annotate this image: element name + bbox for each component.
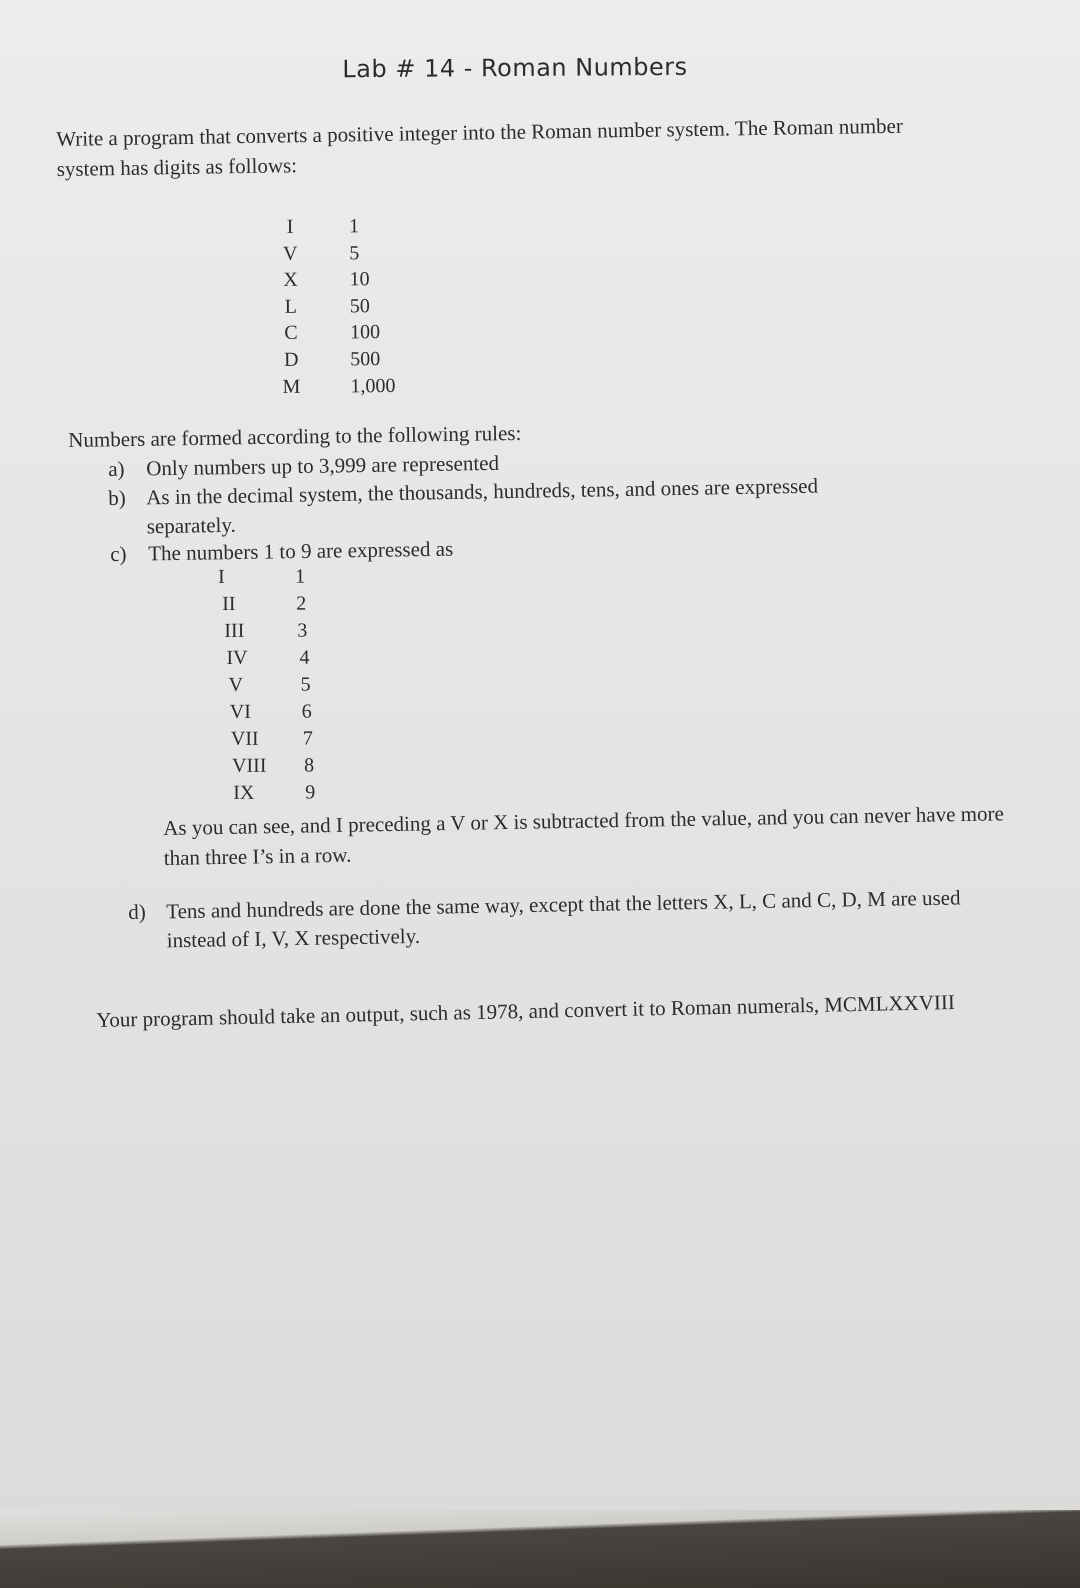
roman-digit-table — [275, 215, 396, 402]
digit-value: 10 — [349, 268, 370, 291]
rule-label: d) — [128, 899, 146, 924]
ones-value: 6 — [301, 700, 312, 723]
ones-value: 1 — [294, 565, 306, 588]
digit-symbol: M — [282, 375, 301, 398]
rule-label: a) — [108, 456, 125, 481]
ones-symbol: IV — [226, 646, 248, 669]
rule-text: As in the decimal system, the thousands, hundreds, tens, and ones are expressed separately. — [146, 473, 819, 539]
ones-symbol: IX — [233, 781, 255, 804]
closing-paragraph: Your program should take an output, such as 1978, and convert it to Roman numerals, MCMLXXVIII — [96, 990, 956, 1032]
digit-symbol: C — [284, 322, 298, 345]
desk-surface — [0, 1510, 1080, 1588]
ones-value: 4 — [299, 646, 310, 669]
ones-value: 3 — [297, 619, 308, 642]
ones-table — [218, 565, 316, 809]
digit-value: 100 — [349, 321, 381, 344]
digit-value: 50 — [349, 294, 370, 318]
digit-symbol: V — [282, 242, 298, 265]
subtraction-note: As you can see, and I preceding a V or X is subtracted from the value, and you can never have more than three I’s in a row. — [163, 801, 1005, 870]
rules-intro: Numbers are formed according to the following rules: — [68, 420, 522, 452]
digit-symbol: X — [283, 268, 298, 292]
page-title: Lab # 14 - Roman Numbers — [342, 52, 688, 84]
rule-text: Only numbers up to 3,999 are represented — [146, 450, 500, 481]
digit-symbol: I — [286, 215, 294, 238]
rule-label: c) — [110, 541, 127, 566]
ones-symbol: VII — [230, 727, 259, 750]
ones-value: 2 — [296, 592, 307, 615]
ones-symbol: II — [222, 592, 236, 615]
ones-symbol: V — [228, 673, 244, 696]
rule-text: Tens and hundreds are done the same way, except that the letters X, L, C and C, D, M are used instead of I, V, X respectively. — [166, 885, 961, 953]
digit-value: 1 — [348, 215, 360, 238]
ones-symbol: VIII — [231, 754, 267, 777]
rule-text: The numbers 1 to 9 are expressed as — [148, 536, 454, 566]
ones-value: 5 — [300, 673, 311, 696]
rule-d — [128, 882, 1028, 953]
ones-value: 7 — [302, 727, 313, 750]
digit-value: 1,000 — [350, 374, 396, 397]
digit-value: 500 — [350, 348, 381, 371]
digit-symbol: L — [284, 295, 297, 318]
ones-value: 9 — [305, 781, 316, 804]
ones-symbol: I — [218, 565, 225, 588]
ones-symbol: VI — [229, 700, 251, 723]
rule-label: b) — [108, 485, 126, 510]
intro-paragraph: Write a program that converts a positive integer into the Roman number system. The Roman number system has digits as follows: — [56, 113, 904, 181]
digit-symbol: D — [283, 348, 299, 371]
ones-symbol: III — [224, 619, 245, 642]
ones-value: 8 — [303, 754, 315, 777]
digit-value: 5 — [349, 241, 360, 264]
